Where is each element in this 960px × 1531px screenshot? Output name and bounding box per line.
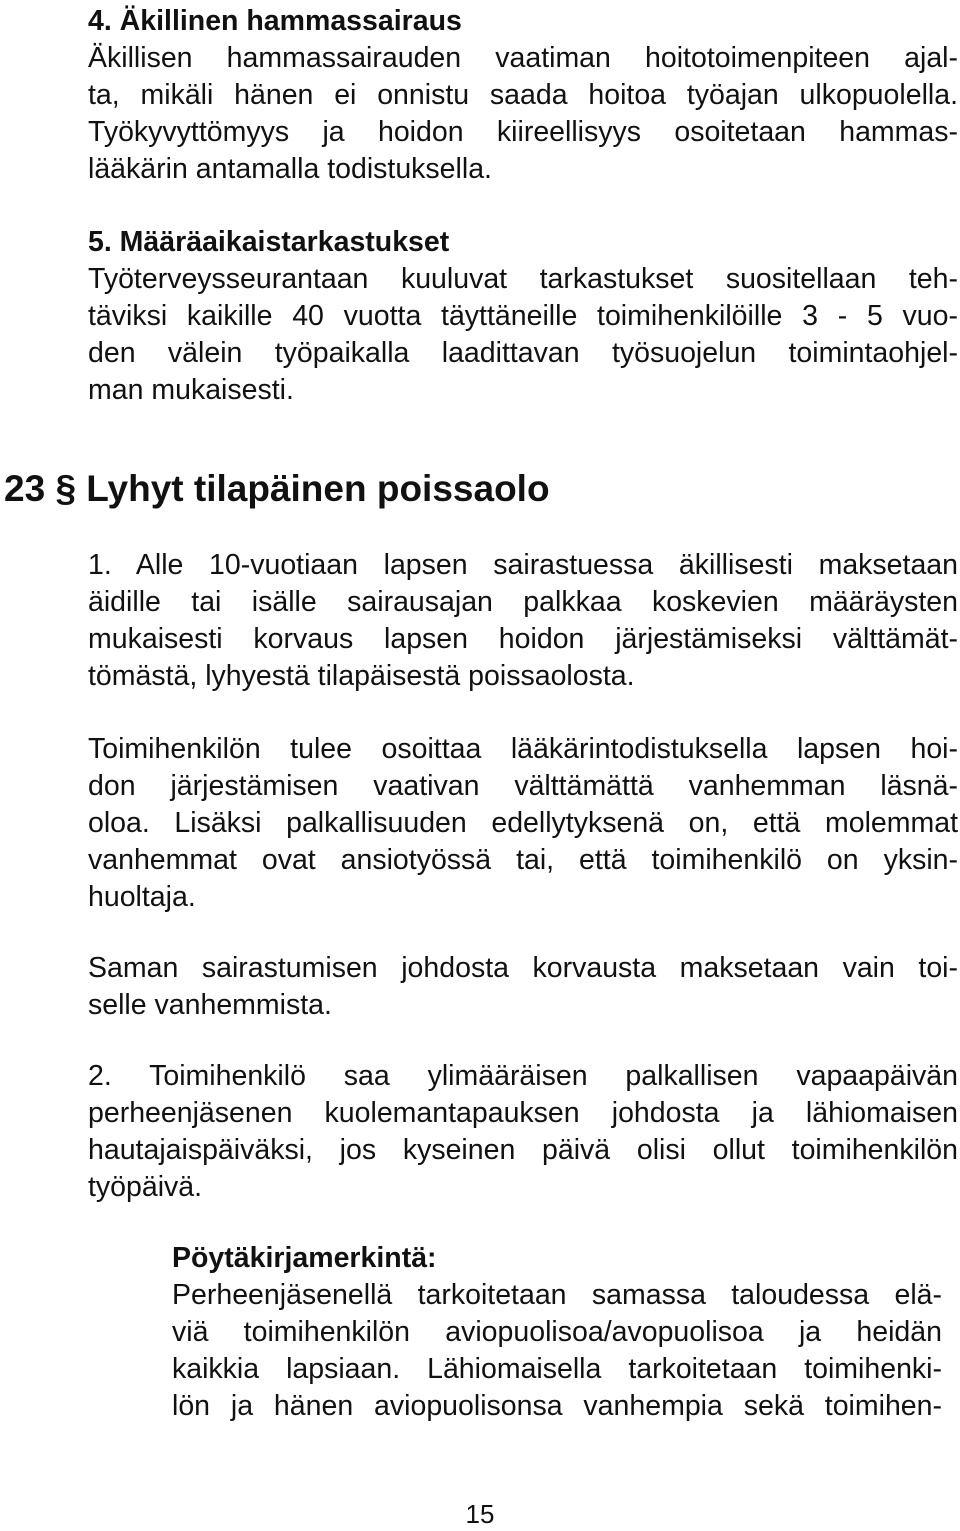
section-5-heading: 5. Määräaikaistarkastukset (88, 226, 450, 258)
section-4-line: Työkyvyttömyys ja hoidon kiireellisyys osoitetaan hammas- (88, 116, 958, 148)
section-4-heading: 4. Äkillinen hammassairaus (88, 5, 462, 37)
chapter-title: Lyhyt tilapäinen poissaolo (86, 468, 550, 509)
section-5-line: täviksi kaikille 40 vuotta täyttäneille toimihenkilöille 3 - 5 vuo- (88, 300, 958, 332)
section-5-line: man mukaisesti. (88, 374, 294, 406)
paragraph-1-line: äidille tai isälle sairausajan palkkaa koskevien määräysten (88, 586, 958, 618)
page-number: 15 (465, 1499, 495, 1529)
paragraph-4-line: perheenjäsenen kuolemantapauksen johdosta ja lähiomaisen (88, 1097, 958, 1129)
paragraph-1-line: tömästä, lyhyestä tilapäisestä poissaolosta. (88, 660, 635, 692)
paragraph-2-line: huoltaja. (88, 881, 196, 913)
paragraph-2-line: vanhemmat ovat ansiotyössä tai, että toimihenkilö on yksin- (88, 844, 958, 876)
paragraph-2-line: Toimihenkilön tulee osoittaa lääkärintodistuksella lapsen hoi- (88, 733, 958, 765)
paragraph-1-line: mukaisesti korvaus lapsen hoidon järjestämiseksi välttämät- (88, 623, 958, 655)
paragraph-1-line: 1. Alle 10-vuotiaan lapsen sairastuessa äkillisesti maksetaan (88, 549, 958, 581)
paragraph-3-line: Saman sairastumisen johdosta korvausta maksetaan vain toi- (88, 952, 958, 984)
chapter-heading (4, 466, 550, 512)
section-4-line: Äkillisen hammassairauden vaatiman hoitotoimenpiteen ajal- (88, 42, 958, 74)
paragraph-3-line: selle vanhemmista. (88, 989, 332, 1021)
section-5-line: Työterveysseurantaan kuuluvat tarkastukset suositellaan teh- (88, 263, 958, 295)
note-heading: Pöytäkirjamerkintä: (172, 1242, 437, 1274)
section-symbol: § (55, 468, 77, 509)
paragraph-4-line: hautajaispäiväksi, jos kyseinen päivä olisi ollut toimihenkilön (88, 1134, 958, 1166)
section-5-line: den välein työpaikalla laadittavan työsuojelun toimintaohjel- (88, 337, 958, 369)
note-line: Perheenjäsenellä tarkoitetaan samassa taloudessa elä- (172, 1279, 942, 1311)
paragraph-4-line: työpäivä. (88, 1171, 203, 1203)
paragraph-2-line: oloa. Lisäksi palkallisuuden edellytyksenä on, että molemmat (88, 807, 958, 839)
section-4-line: lääkärin antamalla todistuksella. (88, 153, 492, 185)
note-line: viä toimihenkilön aviopuolisoa/avopuolisoa ja heidän (172, 1316, 942, 1348)
paragraph-2-line: don järjestämisen vaativan välttämättä vanhemman läsnä- (88, 770, 958, 802)
note-line: kaikkia lapsiaan. Lähiomaisella tarkoitetaan toimihenki- (172, 1353, 942, 1385)
section-4-line: ta, mikäli hänen ei onnistu saada hoitoa työajan ulkopuolella. (88, 79, 958, 111)
chapter-number: 23 (4, 468, 46, 509)
paragraph-4-line: 2. Toimihenkilö saa ylimääräisen palkallisen vapaapäivän (88, 1060, 958, 1092)
note-line: lön ja hänen aviopuolisonsa vanhempia sekä toimihen- (172, 1390, 942, 1422)
